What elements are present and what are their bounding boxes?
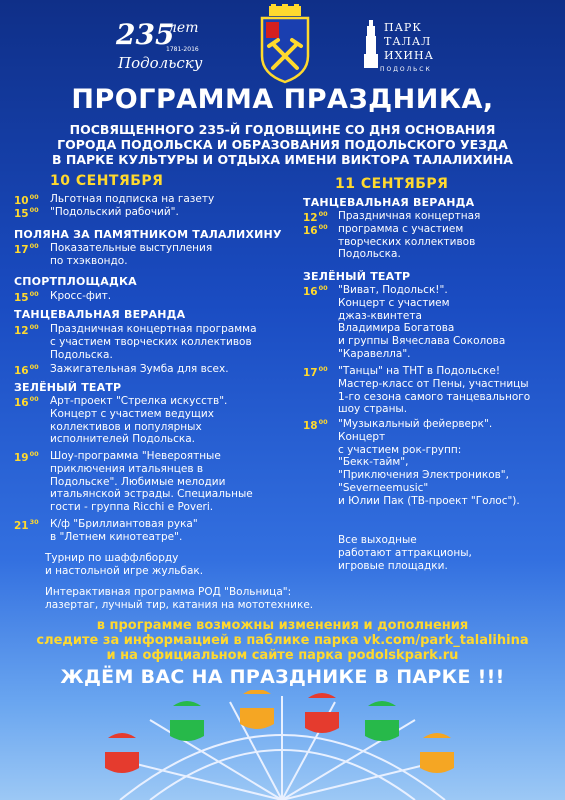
day2-e2-text: "Виват, Подольск!". Концерт с участием джаз-квинтета Владимира Богатова и группы Вячеслава Соколова "Каравелла". (338, 284, 506, 360)
day1-e7-time: $19^{00}$ (14, 450, 39, 464)
day2-e3-text: "Танцы" на ТНТ в Подольске! Мастер-класс от Пены, участницы 1-го сезона самого танцевального шоу страны. (338, 365, 531, 416)
park-logo-line2: ТАЛАЛ (384, 35, 432, 48)
park-logo-line1: ПАРК (384, 21, 422, 34)
day1-e4-text: Праздничная концертная программа с участием творческих коллективов Подольска. (50, 323, 257, 361)
notice-line-1: в программе возможны изменения и дополнения (96, 618, 469, 633)
day2-e1-time1: $12^{00}$ (303, 210, 328, 224)
subtitle-line-1: ПОСВЯЩЕННОГО 235-Й ГОДОВЩИНЕ СО ДНЯ ОСНОВАНИЯ (69, 122, 496, 137)
day1-interactive: Интерактивная программа РОД "Вольница": лазертаг, лучный тир, катания на мототехнике. (45, 586, 314, 611)
day1-e5-time: $16^{00}$ (14, 363, 39, 377)
day1-e4-time: $12^{00}$ (14, 323, 39, 337)
notice-line-2: следите за информацией в паблике парка vk.com/park_talalihina (36, 633, 529, 648)
day1-e6-time: $16^{00}$ (14, 395, 39, 409)
park-logo-city: ПОДОЛЬСК (380, 66, 432, 73)
day1-e1-time1: $10^{00}$ (14, 193, 39, 207)
day1-e5-text: Зажигательная Зумба для всех. (50, 363, 229, 375)
day1-e7-text: Шоу-программа "Невероятные приключения итальянцев в Подольске". Любимые мелодии итальянской эстрады. Специальные гости - группа Ricchi e Poveri. (50, 450, 253, 514)
day2-section-1: ТАНЦЕВАЛЬНАЯ ВЕРАНДА (303, 196, 475, 209)
poster-title: ПРОГРАММА ПРАЗДНИКА, (71, 84, 494, 115)
day1-e1-text: Льготная подписка на газету "Подольский рабочий". (50, 193, 215, 218)
day1-tournament: Турнир по шаффлборду и настольной игре жульбак. (45, 552, 204, 577)
day1-section-2: СПОРТПЛОЩАДКА (14, 275, 137, 288)
day1-e8-time: $21^{30}$ (14, 518, 39, 532)
closing-slogan: ЖДЁМ ВАС НА ПРАЗДНИКЕ В ПАРКЕ !!! (60, 666, 505, 688)
subtitle-line-3: В ПАРКЕ КУЛЬТУРЫ И ОТДЫХА ИМЕНИ ВИКТОРА ТАЛАЛИХИНА (52, 152, 513, 167)
day1-e3-text: Кросс-фит. (50, 290, 112, 302)
anniversary-logo (100, 16, 220, 78)
day2-e1-text: Праздничная концертная программа с участием творческих коллективов Подольска. (338, 210, 481, 261)
day1-e2-time: $17^{00}$ (14, 242, 39, 256)
anniversary-suffix: лет (168, 20, 199, 36)
day1-section-3: ТАНЦЕВАЛЬНАЯ ВЕРАНДА (14, 308, 186, 321)
anniversary-years: 1781-2016 (166, 46, 199, 53)
day1-e8-text: К/ф "Бриллиантовая рука" в "Летнем кинотеатре". (50, 518, 198, 543)
day2-e1-time2: $16^{00}$ (303, 223, 328, 237)
day1-section-1: ПОЛЯНА ЗА ПАМЯТНИКОМ ТАЛАЛИХИНУ (14, 228, 282, 241)
day1-e1-time2: $15^{00}$ (14, 206, 39, 220)
day2-weekend: Все выходные работают аттракционы, игровые площадки. (338, 534, 472, 572)
park-logo (360, 20, 450, 78)
ferris-wheel-icon (0, 690, 565, 800)
day1-e6-text: Арт-проект "Стрелка искусств". Концерт с участием ведущих коллективов и популярных исполнителей Подольска. (50, 395, 228, 446)
notice-line-3: и на официальном сайте парка podolskpark.ru (106, 648, 459, 663)
coat-of-arms-icon (256, 4, 314, 84)
day2-section-2: ЗЕЛЁНЫЙ ТЕАТР (303, 270, 411, 283)
day2-e4-text: "Музыкальный фейерверк". Концерт с участием рок-групп: "Бекк-тайм", "Приключения Электроников", "Severneemusic" и Юлии Пак (ТВ-проект "Голос"). (338, 418, 520, 507)
day1-e2-text: Показательные выступления по тхэквондо. (50, 242, 213, 267)
subtitle-line-2: ГОРОДА ПОДОЛЬСКА И ОБРАЗОВАНИЯ ПОДОЛЬСКОГО УЕЗДА (57, 137, 508, 152)
day1-e3-time: $15^{00}$ (14, 290, 39, 304)
anniversary-number: 235 (116, 18, 175, 51)
day1-section-4: ЗЕЛЁНЫЙ ТЕАТР (14, 381, 122, 394)
day2-e2-time: $16^{00}$ (303, 284, 328, 298)
day2-e4-time: $18^{00}$ (303, 418, 328, 432)
park-logo-line3: ИХИНА (384, 49, 434, 62)
day2-e3-time: $17^{00}$ (303, 365, 328, 379)
day1-heading: 10 СЕНТЯБРЯ (50, 173, 164, 189)
anniversary-city: Подольску (118, 54, 203, 72)
day2-heading: 11 СЕНТЯБРЯ (335, 176, 449, 192)
tower-icon (364, 20, 378, 68)
